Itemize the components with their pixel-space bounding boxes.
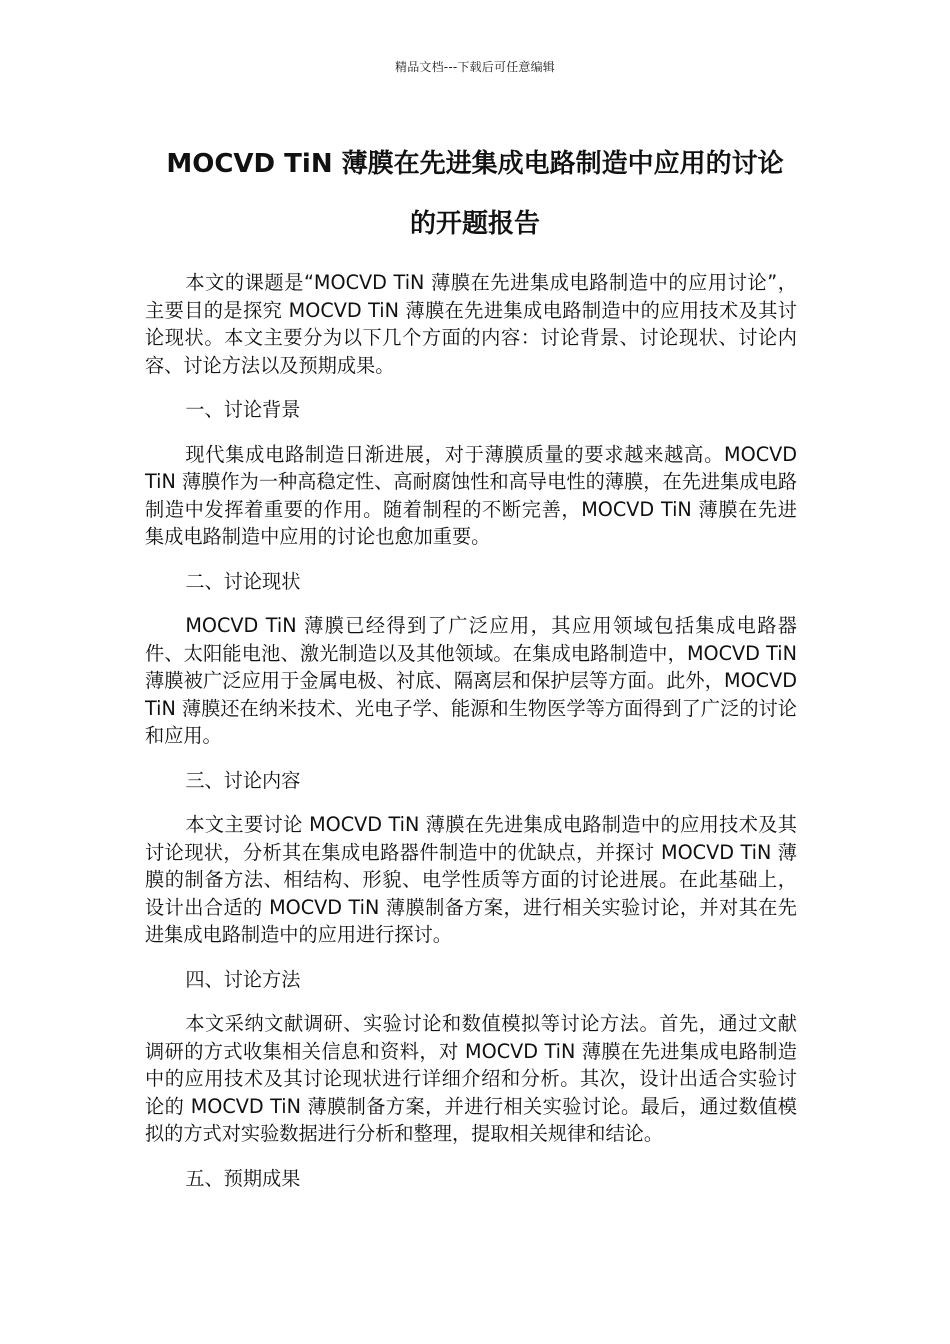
section-heading-method: 四、讨论方法 bbox=[185, 967, 301, 991]
document-title bbox=[120, 134, 830, 254]
section-text-content: 本文主要讨论 MOCVD TiN 薄膜在先进集成电路制造中的应用技术及其讨论现状，分析其在集成电路器件制造中的优缺点，并探讨 MOCVD TiN 薄膜的制备方法、相结构、形貌、电学性质等方面的讨论进展。在此基础上，设计出合适的 MOCVD TiN 薄膜制备方案，进行相关实验讨论，并对其在先进集成电路制造中的应用进行探讨。 bbox=[145, 813, 797, 946]
document-title-line-1: MOCVD TiN 薄膜在先进集成电路制造中应用的讨论 bbox=[166, 149, 784, 179]
document-body bbox=[145, 269, 797, 1209]
section-text-background: 现代集成电路制造日渐进展，对于薄膜质量的要求越来越高。MOCVD TiN 薄膜作为一种高稳定性、高耐腐蚀性和高导电性的薄膜，在先进集成电路制造中发挥着重要的作用。随着制程的不断完善，MOCVD TiN 薄膜在先进集成电路制造中应用的讨论也愈加重要。 bbox=[145, 442, 797, 548]
document-title-line-2: 的开题报告 bbox=[409, 209, 540, 239]
section-heading-status: 二、讨论现状 bbox=[185, 569, 301, 593]
intro-paragraph: 本文的课题是“MOCVD TiN 薄膜在先进集成电路制造中的应用讨论”，主要目的是探究 MOCVD TiN 薄膜在先进集成电路制造中的应用技术及其讨论现状。本文主要分为以下几个方面的内容：讨论背景、讨论现状、讨论内容、讨论方法以及预期成果。 bbox=[145, 271, 797, 377]
section-heading-expected-results: 五、预期成果 bbox=[185, 1166, 301, 1190]
header-note: 精品文档---下载后可任意编辑 bbox=[395, 60, 555, 74]
section-heading-background: 一、讨论背景 bbox=[185, 398, 301, 421]
section-text-method: 本文采纳文献调研、实验讨论和数值模拟等讨论方法。首先，通过文献调研的方式收集相关信息和资料，对 MOCVD TiN 薄膜在先进集成电路制造中的应用技术及其讨论现状进行详细介绍和分析。其次，设计出适合实验讨论的 MOCVD TiN 薄膜制备方案，并进行相关实验讨论。最后，通过数值模拟的方式对实验数据进行分析和整理，提取相关规律和结论。 bbox=[145, 1012, 797, 1145]
section-heading-content: 三、讨论内容 bbox=[185, 768, 301, 792]
section-text-status: MOCVD TiN 薄膜已经得到了广泛应用，其应用领域包括集成电路器件、太阳能电池、激光制造以及其他领域。在集成电路制造中，MOCVD TiN 薄膜被广泛应用于金属电极、衬底、隔离层和保护层等方面。此外，MOCVD TiN 薄膜还在纳米技术、光电子学、能源和生物医学等方面得到了广泛的讨论和应用。 bbox=[145, 614, 797, 747]
